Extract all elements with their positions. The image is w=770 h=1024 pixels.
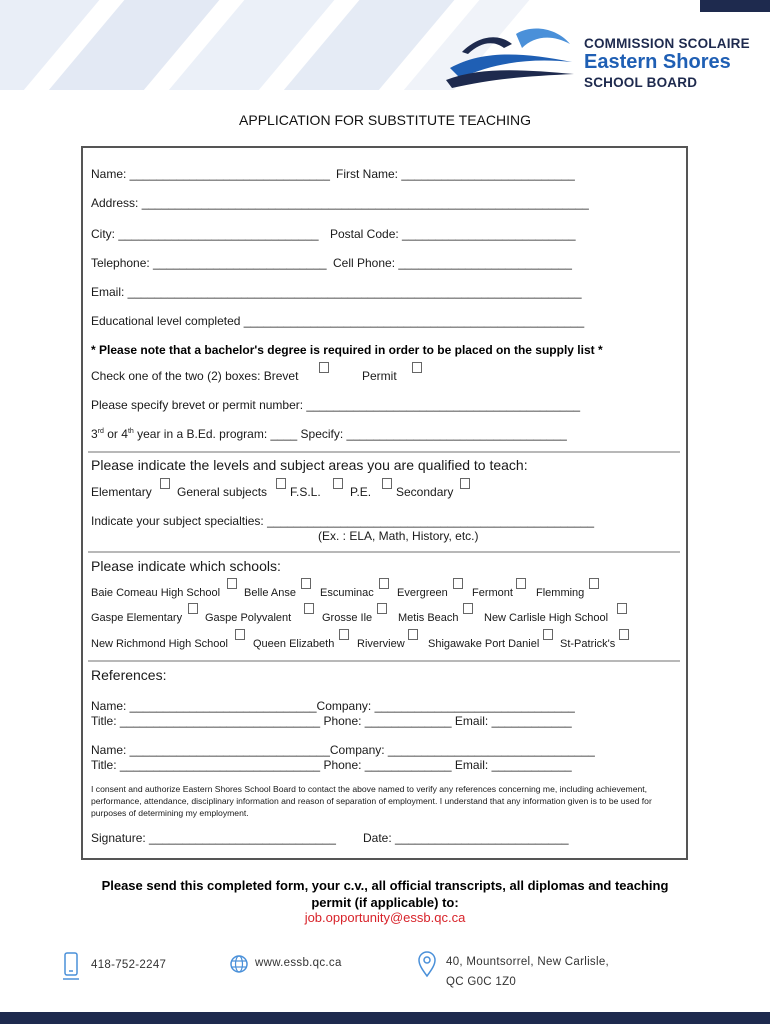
references-heading: References: xyxy=(91,667,167,683)
school-label: Fermont xyxy=(472,587,513,599)
footer-address-line2: QC G0C 1Z0 xyxy=(446,976,517,988)
reference2-name-company[interactable]: Name: ______________________________Company: _______________________________ xyxy=(91,743,595,757)
level-general-subjects-checkbox[interactable] xyxy=(276,478,286,489)
header-banner xyxy=(0,0,770,110)
first-name-field[interactable]: First Name: __________________________ xyxy=(336,167,575,181)
send-instructions-line1: Please send this completed form, your c.v., all official transcripts, all diplomas and teaching xyxy=(101,878,669,893)
permit-label: Permit xyxy=(362,369,397,383)
org-name-line2: Eastern Shores xyxy=(584,51,731,73)
school-checkbox[interactable] xyxy=(453,578,463,589)
application-email-link[interactable]: job.opportunity@essb.qc.ca xyxy=(304,910,466,925)
signature-field[interactable]: Signature: ____________________________ xyxy=(91,831,336,845)
school-checkbox[interactable] xyxy=(235,629,245,640)
reference1-name-company[interactable]: Name: ____________________________Company: ______________________________ xyxy=(91,699,575,713)
schools-heading: Please indicate which schools: xyxy=(91,558,281,574)
level-pe-checkbox[interactable] xyxy=(382,478,392,489)
city-field[interactable]: City: ______________________________ xyxy=(91,227,319,241)
school-label: Riverview xyxy=(357,638,405,650)
brevet-number-field[interactable]: Please specify brevet or permit number: _________________________________________ xyxy=(91,398,581,412)
school-label: Belle Anse xyxy=(244,587,296,599)
org-name-line3: SCHOOL BOARD xyxy=(584,75,698,90)
school-checkbox[interactable] xyxy=(339,629,349,640)
school-label: Gaspe Elementary xyxy=(91,612,183,624)
consent-paragraph: I consent and authorize Eastern Shores School Board to contact the above named to verify any references concerning me, including achievement, performance, attendance, disciplinary information and reason of separation of employment. I understand that any information given is to be used for purposes of determining my employment. xyxy=(91,784,652,818)
school-checkbox[interactable] xyxy=(617,603,627,614)
level-fsl-label: F.S.L. xyxy=(290,485,321,499)
school-label: New Carlisle High School xyxy=(484,612,609,624)
footer-address-line1: 40, Mountsorrel, New Carlisle, xyxy=(446,956,610,968)
level-pe-label: P.E. xyxy=(350,485,372,499)
level-elementary-label: Elementary xyxy=(91,485,152,499)
school-label: Queen Elizabeth xyxy=(253,638,335,650)
address-field[interactable]: Address: ___________________________________________________________________ xyxy=(91,196,589,210)
school-checkbox[interactable] xyxy=(516,578,526,589)
section-divider xyxy=(88,451,680,453)
level-general-subjects-label: General subjects xyxy=(177,485,268,499)
year-program-field[interactable]: 3rd or 4th year in a B.Ed. program: ____ Specify: _________________________________ xyxy=(91,427,567,441)
school-checkbox[interactable] xyxy=(463,603,473,614)
level-secondary-checkbox[interactable] xyxy=(460,478,470,489)
school-checkbox[interactable] xyxy=(619,629,629,640)
brevet-checkbox[interactable] xyxy=(319,362,329,373)
banner-corner xyxy=(700,0,770,12)
school-checkbox[interactable] xyxy=(377,603,387,614)
footer-phone: 418-752-2247 xyxy=(91,959,167,971)
location-pin-icon xyxy=(417,950,437,978)
school-checkbox[interactable] xyxy=(543,629,553,640)
school-label: Grosse Ile xyxy=(322,612,373,624)
reference2-title-phone-email[interactable]: Title: ______________________________ Phone: _____________ Email: ____________ xyxy=(91,758,572,772)
specialties-example: (Ex. : ELA, Math, History, etc.) xyxy=(318,529,479,543)
name-field[interactable]: Name: ______________________________ xyxy=(91,167,330,181)
school-label: Gaspe Polyvalent xyxy=(205,612,292,624)
section-divider xyxy=(88,551,680,553)
level-secondary-label: Secondary xyxy=(396,485,454,499)
email-field[interactable]: Email: ____________________________________________________________________ xyxy=(91,285,582,299)
level-fsl-checkbox[interactable] xyxy=(333,478,343,489)
postal-code-field[interactable]: Postal Code: __________________________ xyxy=(330,227,576,241)
school-checkbox[interactable] xyxy=(408,629,418,640)
send-instructions-line2: permit (if applicable) to: xyxy=(311,895,459,910)
school-label: Escuminac xyxy=(320,587,374,599)
subject-specialties-field[interactable]: Indicate your subject specialties: _________________________________________________ xyxy=(91,514,595,528)
cell-phone-field[interactable]: Cell Phone: __________________________ xyxy=(333,256,572,270)
school-board-logo-icon xyxy=(442,22,577,92)
school-label: Baie Comeau High School xyxy=(91,587,221,599)
reference1-title-phone-email[interactable]: Title: ______________________________ Phone: _____________ Email: ____________ xyxy=(91,714,572,728)
date-field[interactable]: Date: __________________________ xyxy=(363,831,569,845)
school-label: Flemming xyxy=(536,587,585,599)
bachelor-note: * Please note that a bachelor's degree is required in order to be placed on the supply list * xyxy=(91,343,603,357)
org-name-line1: COMMISSION SCOLAIRE xyxy=(584,36,750,51)
educational-level-field[interactable]: Educational level completed ___________________________________________________ xyxy=(91,314,585,328)
permit-checkbox[interactable] xyxy=(412,362,422,373)
school-label: Shigawake Port Daniel xyxy=(428,638,540,650)
levels-heading: Please indicate the levels and subject areas you are qualified to teach: xyxy=(91,457,528,473)
school-checkbox[interactable] xyxy=(227,578,237,589)
section-divider xyxy=(88,660,680,662)
school-checkbox[interactable] xyxy=(301,578,311,589)
school-label: Evergreen xyxy=(397,587,448,599)
footer-website[interactable]: www.essb.qc.ca xyxy=(255,957,342,969)
phone-icon xyxy=(62,951,80,981)
form-title: APPLICATION FOR SUBSTITUTE TEACHING xyxy=(239,112,531,128)
globe-icon xyxy=(229,954,249,974)
school-checkbox[interactable] xyxy=(188,603,198,614)
check-one-label: Check one of the two (2) boxes: Brevet xyxy=(91,369,299,383)
school-label: Metis Beach xyxy=(398,612,459,624)
level-elementary-checkbox[interactable] xyxy=(160,478,170,489)
send-instructions xyxy=(0,877,770,911)
footer-bar xyxy=(0,1012,770,1024)
school-checkbox[interactable] xyxy=(589,578,599,589)
school-label: St-Patrick's xyxy=(560,638,616,650)
school-checkbox[interactable] xyxy=(379,578,389,589)
telephone-field[interactable]: Telephone: __________________________ xyxy=(91,256,327,270)
school-label: New Richmond High School xyxy=(91,638,228,650)
school-checkbox[interactable] xyxy=(304,603,314,614)
